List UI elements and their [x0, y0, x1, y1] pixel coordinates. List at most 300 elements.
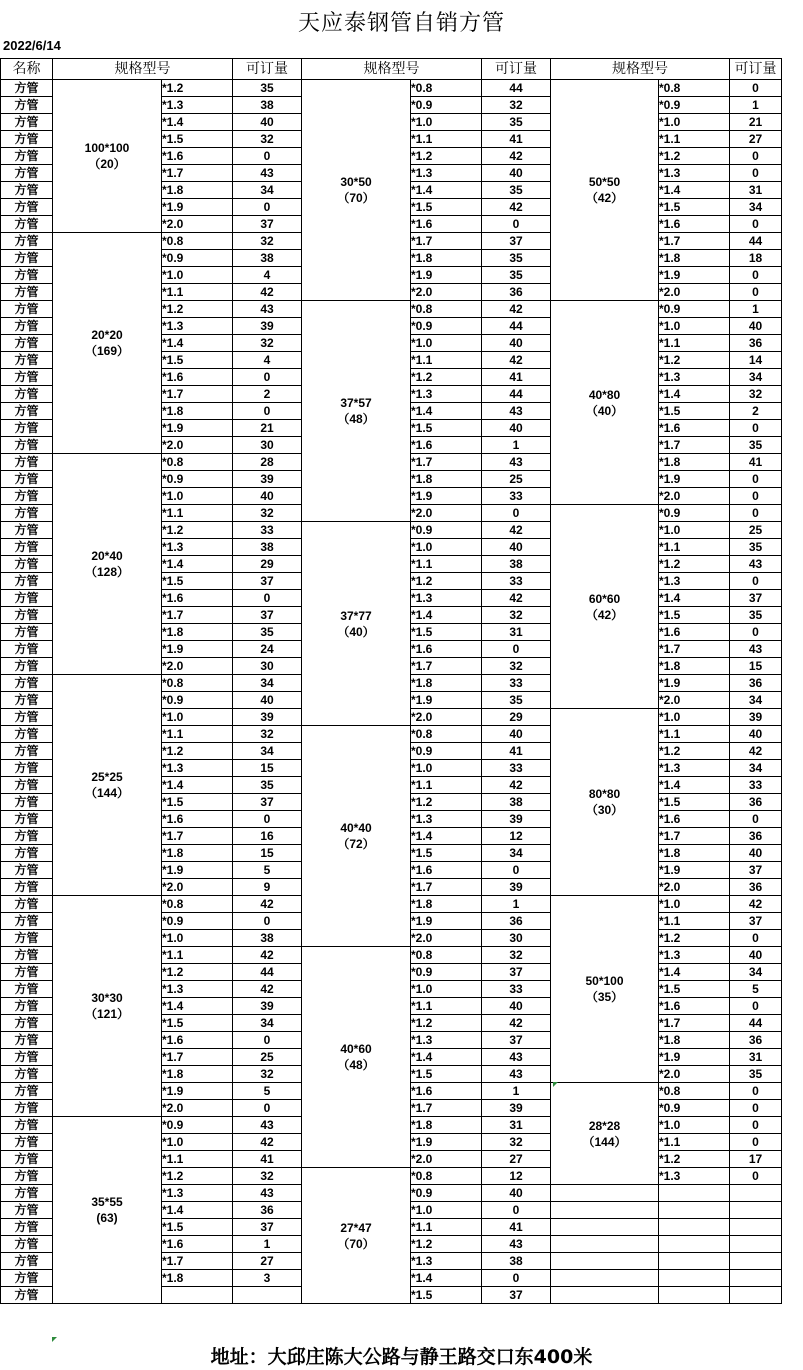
thickness-cell: *0.9: [411, 522, 482, 539]
row-name: 方管: [1, 573, 53, 590]
spec-size: 37*57: [340, 396, 372, 410]
thickness-cell: *2.0: [411, 284, 482, 301]
qty-cell: 0: [730, 811, 782, 828]
qty-cell: 27: [482, 1151, 551, 1168]
spec-count: （72）: [337, 837, 375, 851]
thickness-cell: *2.0: [411, 930, 482, 947]
inventory-table: [0, 58, 782, 1304]
qty-cell: [730, 1202, 782, 1219]
thickness-cell: *1.9: [162, 1083, 233, 1100]
qty-cell: 30: [233, 658, 302, 675]
qty-cell: 2: [233, 386, 302, 403]
qty-cell: 37: [233, 794, 302, 811]
thickness-cell: *1.3: [659, 573, 730, 590]
qty-cell: 38: [233, 250, 302, 267]
thickness-cell: *0.8: [659, 1083, 730, 1100]
qty-cell: 42: [482, 590, 551, 607]
qty-cell: 12: [482, 1168, 551, 1185]
thickness-cell: *1.4: [659, 964, 730, 981]
spec-cell: [302, 1168, 411, 1304]
qty-cell: 44: [482, 80, 551, 97]
spec-cell: [302, 947, 411, 1168]
thickness-cell: *1.4: [411, 182, 482, 199]
spec-count: （35）: [585, 990, 624, 1004]
qty-cell: 36: [730, 879, 782, 896]
thickness-cell: *0.9: [162, 471, 233, 488]
thickness-cell: *2.0: [162, 216, 233, 233]
row-name: 方管: [1, 148, 53, 165]
qty-cell: 18: [730, 250, 782, 267]
qty-cell: 0: [233, 148, 302, 165]
row-name: 方管: [1, 437, 53, 454]
row-name: 方管: [1, 607, 53, 624]
qty-cell: 38: [482, 794, 551, 811]
qty-cell: 39: [233, 471, 302, 488]
thickness-cell: *0.9: [659, 505, 730, 522]
qty-cell: 0: [730, 80, 782, 97]
sheet-title: 天应泰钢管自销方管: [297, 11, 505, 36]
qty-cell: 39: [233, 318, 302, 335]
qty-cell: 43: [482, 403, 551, 420]
qty-cell: 35: [482, 114, 551, 131]
thickness-cell: *1.4: [162, 556, 233, 573]
qty-cell: 40: [482, 335, 551, 352]
qty-cell: 40: [482, 1185, 551, 1202]
thickness-cell: *1.6: [411, 1083, 482, 1100]
spec-size: 27*47: [340, 1220, 372, 1235]
spec-cell: [53, 896, 162, 1117]
qty-cell: 0: [233, 403, 302, 420]
header-spec: 规格型号: [302, 59, 482, 80]
qty-cell: 34: [730, 369, 782, 386]
thickness-cell: [162, 1287, 233, 1304]
row-name: 方管: [1, 845, 53, 862]
row-name: 方管: [1, 301, 53, 318]
qty-cell: 40: [233, 692, 302, 709]
thickness-cell: *0.9: [411, 743, 482, 760]
qty-cell: 37: [233, 1219, 302, 1236]
qty-cell: 32: [233, 131, 302, 148]
thickness-cell: *0.9: [411, 1185, 482, 1202]
row-name: 方管: [1, 522, 53, 539]
thickness-cell: *1.3: [411, 811, 482, 828]
qty-cell: 0: [233, 811, 302, 828]
thickness-cell: *2.0: [162, 437, 233, 454]
qty-cell: 32: [233, 1168, 302, 1185]
qty-cell: 35: [482, 267, 551, 284]
qty-cell: 44: [482, 318, 551, 335]
thickness-cell: *1.2: [411, 1236, 482, 1253]
qty-cell: 32: [233, 335, 302, 352]
row-name: 方管: [1, 131, 53, 148]
row-name: 方管: [1, 1168, 53, 1185]
qty-cell: 5: [233, 862, 302, 879]
thickness-cell: *1.9: [659, 675, 730, 692]
thickness-cell: *0.8: [411, 1168, 482, 1185]
qty-cell: 37: [482, 1287, 551, 1304]
sheet-date: 2022/6/14: [3, 38, 61, 53]
qty-cell: 0: [482, 505, 551, 522]
qty-cell: 39: [233, 998, 302, 1015]
qty-cell: 1: [482, 437, 551, 454]
header-name: 名称: [1, 59, 53, 80]
spec-cell: [551, 301, 659, 505]
qty-cell: 42: [482, 1015, 551, 1032]
spec-cell: [302, 726, 411, 947]
row-name: 方管: [1, 1134, 53, 1151]
qty-cell: 43: [730, 641, 782, 658]
thickness-cell: *1.0: [411, 981, 482, 998]
thickness-cell: *1.6: [162, 811, 233, 828]
thickness-cell: *0.8: [162, 233, 233, 250]
row-name: 方管: [1, 1083, 53, 1100]
thickness-cell: *1.1: [659, 913, 730, 930]
thickness-cell: *1.3: [162, 318, 233, 335]
qty-cell: 1: [482, 1083, 551, 1100]
thickness-cell: *1.7: [411, 658, 482, 675]
spec-count: （128）: [84, 565, 130, 579]
qty-cell: 32: [233, 233, 302, 250]
qty-cell: 44: [730, 233, 782, 250]
thickness-cell: [659, 1253, 730, 1270]
qty-cell: 1: [730, 97, 782, 114]
thickness-cell: *1.0: [659, 709, 730, 726]
thickness-cell: *1.1: [659, 1134, 730, 1151]
qty-cell: [730, 1287, 782, 1304]
row-name: 方管: [1, 947, 53, 964]
spec-cell: [551, 1236, 659, 1253]
qty-cell: 0: [482, 1270, 551, 1287]
qty-cell: [730, 1185, 782, 1202]
row-name: 方管: [1, 743, 53, 760]
qty-cell: 42: [482, 148, 551, 165]
qty-cell: 35: [233, 777, 302, 794]
thickness-cell: *0.9: [659, 1100, 730, 1117]
thickness-cell: *2.0: [659, 488, 730, 505]
thickness-cell: *1.8: [162, 182, 233, 199]
qty-cell: 0: [730, 1083, 782, 1100]
thickness-cell: [659, 1287, 730, 1304]
thickness-cell: *1.2: [162, 1168, 233, 1185]
thickness-cell: *1.4: [411, 1049, 482, 1066]
row-name: 方管: [1, 1287, 53, 1304]
row-name: 方管: [1, 1032, 53, 1049]
row-name: 方管: [1, 964, 53, 981]
thickness-cell: *1.8: [411, 250, 482, 267]
qty-cell: 40: [482, 539, 551, 556]
row-name: 方管: [1, 862, 53, 879]
thickness-cell: *1.5: [659, 199, 730, 216]
qty-cell: 36: [730, 675, 782, 692]
qty-cell: 43: [233, 1117, 302, 1134]
spec-cell: [551, 1185, 659, 1202]
thickness-cell: *1.8: [162, 403, 233, 420]
thickness-cell: *0.9: [411, 97, 482, 114]
spec-cell: [551, 1270, 659, 1287]
qty-cell: 4: [233, 352, 302, 369]
thickness-cell: *1.7: [162, 386, 233, 403]
thickness-cell: *1.3: [659, 1168, 730, 1185]
qty-cell: 0: [482, 1202, 551, 1219]
thickness-cell: [659, 1236, 730, 1253]
thickness-cell: *1.1: [659, 335, 730, 352]
qty-cell: 39: [482, 1100, 551, 1117]
qty-cell: 33: [482, 760, 551, 777]
qty-cell: 35: [730, 1066, 782, 1083]
thickness-cell: *1.6: [659, 624, 730, 641]
qty-cell: 31: [482, 1117, 551, 1134]
spec-cell: [53, 233, 162, 454]
row-name: 方管: [1, 386, 53, 403]
thickness-cell: *1.1: [162, 284, 233, 301]
qty-cell: 0: [730, 284, 782, 301]
thickness-cell: *1.6: [411, 437, 482, 454]
thickness-cell: *1.5: [162, 573, 233, 590]
qty-cell: 42: [730, 896, 782, 913]
qty-cell: 34: [233, 743, 302, 760]
qty-cell: 34: [730, 199, 782, 216]
row-name: 方管: [1, 726, 53, 743]
thickness-cell: *1.1: [162, 947, 233, 964]
thickness-cell: *1.4: [659, 590, 730, 607]
qty-cell: 15: [233, 760, 302, 777]
row-name: 方管: [1, 80, 53, 97]
qty-cell: 32: [233, 726, 302, 743]
qty-cell: 32: [482, 1134, 551, 1151]
qty-cell: 27: [233, 1253, 302, 1270]
thickness-cell: *1.3: [162, 981, 233, 998]
thickness-cell: *1.6: [162, 148, 233, 165]
thickness-cell: *1.2: [162, 743, 233, 760]
thickness-cell: *1.9: [162, 420, 233, 437]
row-name: 方管: [1, 624, 53, 641]
thickness-cell: *1.9: [659, 1049, 730, 1066]
qty-cell: 33: [482, 675, 551, 692]
qty-cell: 0: [730, 1117, 782, 1134]
thickness-cell: *1.5: [659, 607, 730, 624]
qty-cell: 36: [482, 913, 551, 930]
spec-size: 40*80: [588, 387, 621, 402]
qty-cell: 5: [730, 981, 782, 998]
thickness-cell: *1.7: [411, 1100, 482, 1117]
qty-cell: 0: [730, 1134, 782, 1151]
qty-cell: 38: [233, 930, 302, 947]
thickness-cell: *1.8: [162, 1066, 233, 1083]
thickness-cell: *1.1: [411, 777, 482, 794]
qty-cell: 43: [730, 556, 782, 573]
row-name: 方管: [1, 403, 53, 420]
spec-size: 50*50: [588, 175, 621, 189]
qty-cell: 27: [730, 131, 782, 148]
row-name: 方管: [1, 539, 53, 556]
thickness-cell: *1.2: [411, 148, 482, 165]
thickness-cell: *1.8: [162, 1270, 233, 1287]
qty-cell: 25: [730, 522, 782, 539]
spec-cell: [551, 1253, 659, 1270]
spec-size: 40*60: [340, 1042, 372, 1056]
thickness-cell: *1.6: [659, 998, 730, 1015]
thickness-cell: *1.3: [162, 760, 233, 777]
row-name: 方管: [1, 692, 53, 709]
inventory-table-container: [0, 58, 782, 1304]
thickness-cell: *1.1: [659, 539, 730, 556]
row-name: 方管: [1, 199, 53, 216]
thickness-cell: *1.4: [411, 607, 482, 624]
qty-cell: 37: [730, 862, 782, 879]
spec-size: 20*40: [91, 549, 123, 563]
qty-cell: 0: [730, 1100, 782, 1117]
thickness-cell: *1.9: [411, 488, 482, 505]
spec-cell: [302, 301, 411, 522]
qty-cell: 24: [233, 641, 302, 658]
qty-cell: 44: [482, 386, 551, 403]
spec-cell: [551, 1202, 659, 1219]
thickness-cell: *1.9: [162, 199, 233, 216]
thickness-cell: *1.0: [162, 930, 233, 947]
thickness-cell: *1.5: [659, 403, 730, 420]
thickness-cell: *1.9: [411, 1134, 482, 1151]
thickness-cell: *0.8: [162, 454, 233, 471]
header-spec: 规格型号: [53, 59, 233, 80]
thickness-cell: *1.1: [411, 131, 482, 148]
thickness-cell: *1.7: [659, 1015, 730, 1032]
row-name: 方管: [1, 1100, 53, 1117]
thickness-cell: *1.8: [411, 1117, 482, 1134]
thickness-cell: *1.0: [411, 539, 482, 556]
qty-cell: 0: [233, 369, 302, 386]
qty-cell: 42: [482, 301, 551, 318]
thickness-cell: *1.0: [411, 114, 482, 131]
thickness-cell: *1.0: [411, 335, 482, 352]
qty-cell: 0: [730, 505, 782, 522]
thickness-cell: *1.4: [411, 403, 482, 420]
qty-cell: 1: [482, 896, 551, 913]
row-name: 方管: [1, 828, 53, 845]
qty-cell: 38: [233, 97, 302, 114]
spec-size: 25*25: [91, 770, 123, 784]
row-name: 方管: [1, 896, 53, 913]
qty-cell: 0: [730, 998, 782, 1015]
thickness-cell: *1.3: [659, 760, 730, 777]
thickness-cell: *1.6: [411, 641, 482, 658]
thickness-cell: *1.5: [659, 981, 730, 998]
thickness-cell: *1.3: [411, 165, 482, 182]
row-name: 方管: [1, 335, 53, 352]
qty-cell: 35: [233, 80, 302, 97]
thickness-cell: *1.4: [411, 1270, 482, 1287]
thickness-cell: *1.7: [659, 641, 730, 658]
qty-cell: 42: [233, 284, 302, 301]
spec-size: 20*20: [91, 328, 123, 342]
qty-cell: 42: [233, 896, 302, 913]
thickness-cell: *1.2: [411, 1015, 482, 1032]
qty-cell: 1: [730, 301, 782, 318]
row-name: 方管: [1, 1236, 53, 1253]
thickness-cell: *1.9: [411, 692, 482, 709]
spec-size: 30*30: [91, 991, 123, 1005]
spec-cell: [53, 454, 162, 675]
qty-cell: 42: [482, 352, 551, 369]
thickness-cell: *1.7: [659, 828, 730, 845]
row-name: 方管: [1, 1066, 53, 1083]
thickness-cell: *1.1: [411, 352, 482, 369]
thickness-cell: *1.4: [162, 335, 233, 352]
spec-count: （144）: [582, 1134, 627, 1149]
thickness-cell: *1.5: [162, 1015, 233, 1032]
thickness-cell: *1.2: [162, 522, 233, 539]
qty-cell: 0: [730, 420, 782, 437]
qty-cell: 43: [482, 1049, 551, 1066]
thickness-cell: *0.9: [162, 913, 233, 930]
thickness-cell: *1.0: [162, 1134, 233, 1151]
thickness-cell: *1.3: [659, 165, 730, 182]
qty-cell: 35: [233, 624, 302, 641]
thickness-cell: *1.2: [659, 1151, 730, 1168]
spec-count: （121）: [84, 1007, 130, 1021]
thickness-cell: *1.4: [162, 114, 233, 131]
thickness-cell: *1.4: [162, 777, 233, 794]
spec-cell: [551, 1083, 659, 1185]
qty-cell: 37: [233, 573, 302, 590]
thickness-cell: *1.1: [411, 556, 482, 573]
qty-cell: 0: [730, 624, 782, 641]
thickness-cell: *1.2: [411, 794, 482, 811]
row-name: 方管: [1, 284, 53, 301]
row-name: 方管: [1, 913, 53, 930]
spec-size: 80*80: [588, 787, 621, 801]
thickness-cell: *1.9: [162, 641, 233, 658]
qty-cell: 0: [233, 199, 302, 216]
qty-cell: 38: [233, 539, 302, 556]
qty-cell: 28: [233, 454, 302, 471]
spec-cell: [302, 522, 411, 726]
row-name: 方管: [1, 267, 53, 284]
qty-cell: 35: [730, 607, 782, 624]
qty-cell: 5: [233, 1083, 302, 1100]
qty-cell: 42: [730, 743, 782, 760]
thickness-cell: *1.7: [659, 437, 730, 454]
spec-size: 28*28: [588, 1118, 621, 1133]
row-name: 方管: [1, 1202, 53, 1219]
qty-cell: 37: [730, 590, 782, 607]
thickness-cell: *1.0: [162, 709, 233, 726]
thickness-cell: *1.6: [162, 1236, 233, 1253]
row-name: 方管: [1, 182, 53, 199]
thickness-cell: *2.0: [659, 692, 730, 709]
thickness-cell: [659, 1202, 730, 1219]
qty-cell: 3: [233, 1270, 302, 1287]
qty-cell: 37: [482, 233, 551, 250]
qty-cell: 41: [482, 131, 551, 148]
qty-cell: 40: [482, 998, 551, 1015]
header-qty: 可订量: [730, 59, 782, 80]
row-name: 方管: [1, 930, 53, 947]
qty-cell: 42: [233, 1134, 302, 1151]
thickness-cell: *1.1: [162, 505, 233, 522]
qty-cell: 35: [482, 692, 551, 709]
thickness-cell: *1.1: [162, 1151, 233, 1168]
qty-cell: 41: [730, 454, 782, 471]
spec-size: 100*100: [84, 141, 130, 155]
qty-cell: 0: [730, 573, 782, 590]
qty-cell: 32: [482, 947, 551, 964]
thickness-cell: *1.4: [162, 1202, 233, 1219]
row-name: 方管: [1, 471, 53, 488]
thickness-cell: *2.0: [659, 1066, 730, 1083]
qty-cell: 21: [730, 114, 782, 131]
qty-cell: 41: [482, 743, 551, 760]
qty-cell: 43: [233, 301, 302, 318]
